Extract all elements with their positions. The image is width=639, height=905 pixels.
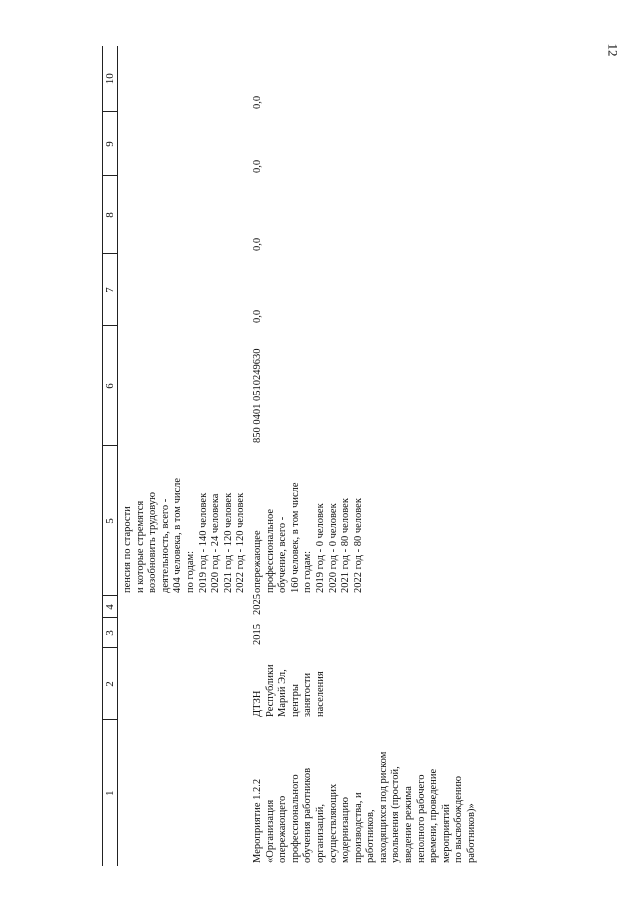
column-header-9: 9 — [103, 112, 118, 176]
cell-start-year — [118, 618, 248, 648]
cell-value-7: 0,0 — [251, 309, 263, 323]
cell-executor: ДТЗН Республики Марий Эл, центры занятости населения — [251, 664, 326, 717]
table-row — [248, 46, 479, 866]
cell-value-8 — [118, 176, 248, 254]
program-table — [102, 46, 479, 866]
column-header-8: 8 — [103, 176, 118, 254]
cell-value-10: 0,0 — [251, 95, 263, 109]
cell-end-year — [118, 596, 248, 618]
cell-value-7 — [118, 254, 248, 326]
column-header-4: 4 — [103, 596, 118, 618]
table-row — [118, 46, 248, 866]
column-header-10: 10 — [103, 46, 118, 112]
cell-value-9 — [118, 112, 248, 176]
cell-value-9: 0,0 — [251, 159, 263, 173]
header-row — [103, 46, 118, 866]
cell-budget-code — [118, 326, 248, 446]
cell-expected-result: опережающее профессиональное обучение, всего - 160 человек, в том числе по годам: 2019 год - 0 человек 2020 год - 0 человек 2021 год - 80 человек 2022 год - 80 человек — [251, 482, 364, 593]
cell-activity — [118, 720, 248, 866]
cell-value-10 — [118, 46, 248, 112]
cell-end-year: 2025 — [251, 594, 263, 615]
cell-executor — [118, 648, 248, 720]
cell-budget-code: 850 0401 0510249630 — [251, 348, 263, 443]
column-header-3: 3 — [103, 618, 118, 648]
cell-start-year: 2015 — [251, 624, 263, 645]
column-header-7: 7 — [103, 254, 118, 326]
column-header-5: 5 — [103, 446, 118, 596]
cell-value-8: 0,0 — [251, 237, 263, 251]
column-header-1: 1 — [103, 720, 118, 866]
cell-activity: Мероприятие 1.2.2 «Организация опережающего профессионального обучения работников организаций, осуществляющих модернизацию производства, и работников, находящихся под риском увольнения (простой, введение режима неполного рабочего времени, проведение мероприятий по высвобождению работников)» — [251, 751, 478, 863]
cell-expected-result: пенсия по старости и которые стремятся возобновить трудовую деятельность, всего - 404 человека, в том числе по годам: 2019 год - 140 человек 2020 год - 24 человека 2021 год - 120 человек 2022 год - 120 человек — [122, 477, 247, 593]
column-header-2: 2 — [103, 648, 118, 720]
column-header-6: 6 — [103, 326, 118, 446]
page-number: 12 — [605, 43, 621, 57]
rotated-page-content — [102, 43, 639, 866]
